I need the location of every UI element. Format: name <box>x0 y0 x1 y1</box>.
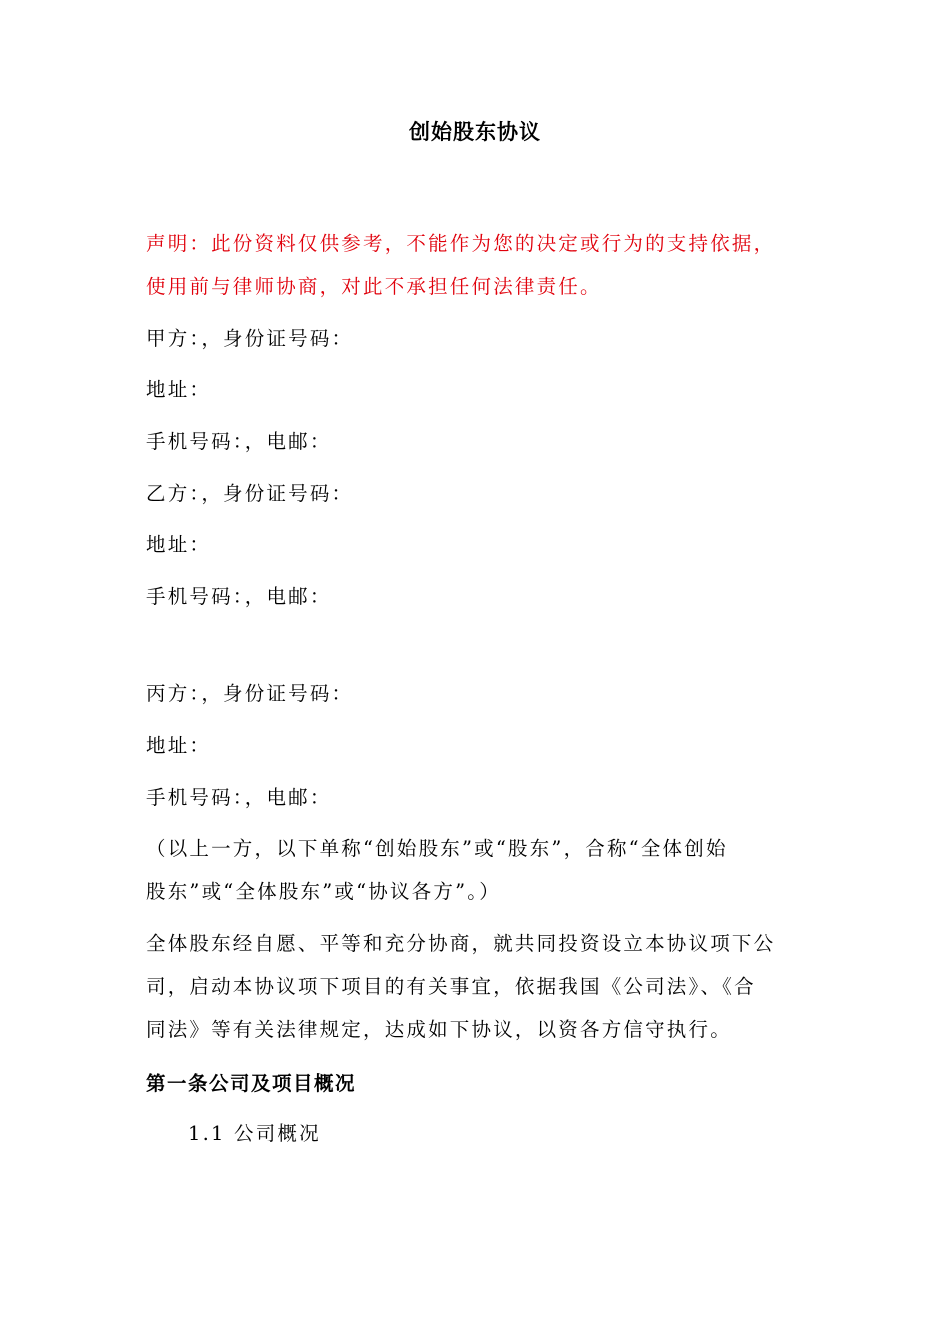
party-c-contact: 手机号码：，电邮： <box>146 786 332 809</box>
party-c-id-line: 丙方：，身份证号码： <box>146 682 354 705</box>
party-a-id-line: 甲方：，身份证号码： <box>146 327 354 350</box>
designation-line-1: （以上一方，以下单称“创始股东”或“股东”，合称“全体创始 <box>146 837 728 860</box>
party-b-contact: 手机号码：，电邮： <box>146 585 332 608</box>
preamble-line-2: 司，启动本协议项下项目的有关事宜，依据我国《公司法》、《合 <box>146 975 756 998</box>
article-1-heading: 第一条公司及项目概况 <box>146 1072 357 1095</box>
party-b-address: 地址： <box>146 533 212 556</box>
preamble-paragraph <box>146 922 796 1051</box>
party-a-contact: 手机号码：，电邮： <box>146 430 332 453</box>
party-a-address: 地址： <box>146 378 212 401</box>
designation-paragraph <box>146 827 796 913</box>
section-1-1-heading: 1.1 公司概况 <box>188 1122 321 1145</box>
disclaimer-line-2: 使用前与律师协商，对此不承担任何法律责任。 <box>146 275 602 298</box>
disclaimer-notice <box>146 222 796 308</box>
designation-line-2: 股东”或“全体股东”或“协议各方”。） <box>146 880 501 903</box>
party-c-address: 地址： <box>146 734 212 757</box>
party-b-id-line: 乙方：，身份证号码： <box>146 482 354 505</box>
preamble-line-3: 同法》等有关法律规定，达成如下协议，以资各方信守执行。 <box>146 1018 732 1041</box>
disclaimer-line-1: 声明：此份资料仅供参考，不能作为您的决定或行为的支持依据， <box>146 232 776 255</box>
document-title: 创始股东协议 <box>409 119 541 144</box>
preamble-line-1: 全体股东经自愿、平等和充分协商，就共同投资设立本协议项下公 <box>146 932 776 955</box>
